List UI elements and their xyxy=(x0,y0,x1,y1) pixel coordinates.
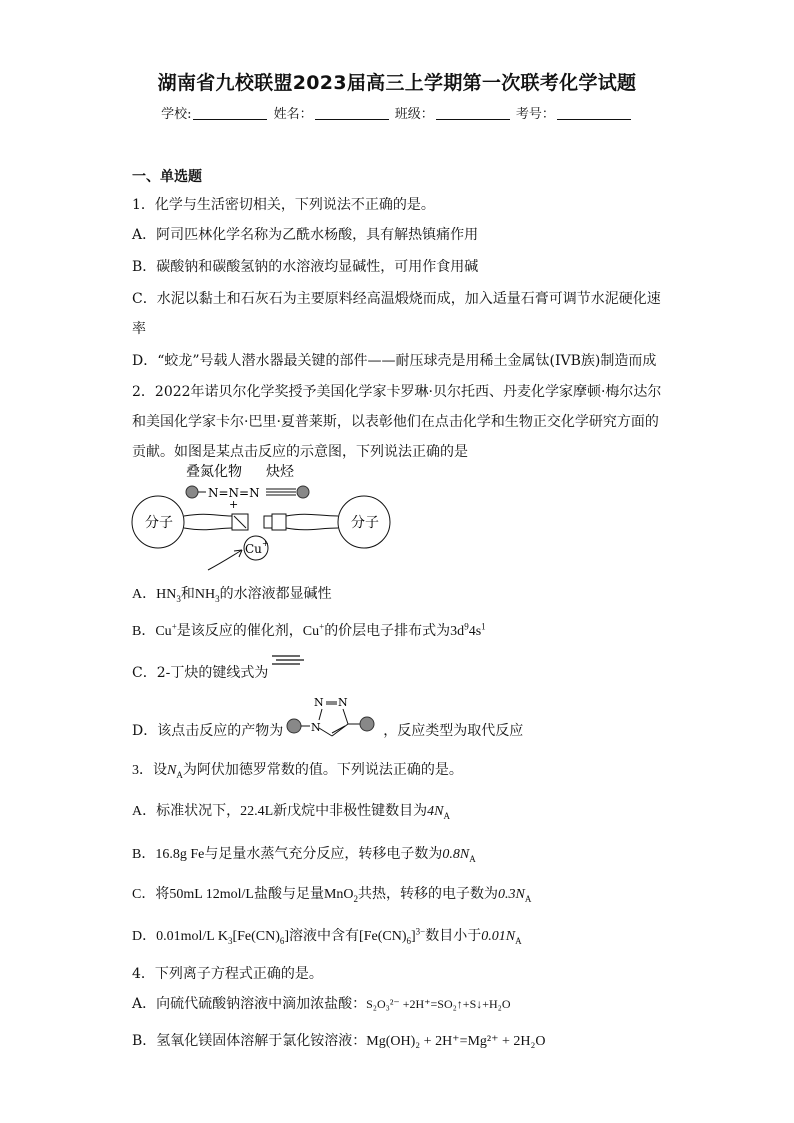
cu-label: Cu xyxy=(245,542,262,556)
q3-a-text: A．标准状况下，22.4L新戊烷中非极性键数目为 xyxy=(132,804,428,819)
alkyne-label: 炔烃 xyxy=(266,464,294,480)
q1-stem: 1．化学与生活密切相关，下列说法不正确的是。 xyxy=(132,197,435,213)
q2-b-sup4: 1 xyxy=(481,621,486,632)
q4-stem: 4．下列离子方程式正确的是。 xyxy=(132,966,323,982)
q2-b-mid3: 4s xyxy=(468,624,482,639)
azide-group-ball xyxy=(186,486,198,498)
q1-option-c: C．水泥以黏土和石灰石为主要原料经高温煅烧而成，加入适量石膏可调节水泥硬化速 xyxy=(132,291,661,307)
molecule-right-label: 分子 xyxy=(351,515,379,531)
q3-option-b xyxy=(132,843,476,864)
q2-a-post: 的水溶液都显碱性 xyxy=(219,587,332,602)
q2-option-c: C．2-丁炔的键线式为 xyxy=(132,665,269,681)
cu-charge: + xyxy=(262,539,269,548)
q2-stem-line3: 贡献。如图是某点击反应的示意图，下列说法正确的是 xyxy=(132,444,468,460)
q4-b-equation: Mg(OH)₂ + 2H⁺=Mg²⁺ + 2H₂O xyxy=(366,1034,546,1049)
class-blank xyxy=(436,106,510,120)
q2-b-sup2: + xyxy=(319,621,325,632)
q3-option-c xyxy=(132,883,531,904)
q3-c-sub: 2 xyxy=(353,893,359,904)
triazole-product-structure xyxy=(286,690,382,744)
q3-b-text: B．16.8g Fe与足量水蒸气充分反应，转移电子数为 xyxy=(132,847,443,862)
ring-bond-3 xyxy=(343,709,348,724)
q3-c-sub2: A xyxy=(524,893,532,904)
q1-option-c-cont: 率 xyxy=(132,321,146,337)
alkyne-group-ball xyxy=(297,486,309,498)
butyne-skeletal-formula xyxy=(270,653,306,667)
q3-d-sub2: 6 xyxy=(279,935,285,946)
q2-d-post: ，反应类型为取代反应 xyxy=(383,723,524,739)
q2-b-sup3: 9 xyxy=(464,621,469,632)
catalyst-arrow xyxy=(208,550,242,570)
azide-plus: + xyxy=(229,498,239,511)
q3-c-value: 0.3N xyxy=(498,887,525,902)
class-label: 班级： xyxy=(394,107,434,122)
q3-d-bracket2: ] xyxy=(410,929,416,944)
molecule-left-label: 分子 xyxy=(145,515,173,531)
q2-option-a xyxy=(132,583,332,604)
q3-d-sub4: A xyxy=(515,935,522,946)
q3-a-value: 4N xyxy=(427,804,444,819)
q2-stem-line1: 2．2022年诺贝尔化学奖授予美国化学家卡罗琳·贝尔托西、丹麦化学家摩顿·梅尔达尔 xyxy=(132,384,662,400)
exam-number-label: 考号： xyxy=(515,107,555,122)
q3-a-sub: A xyxy=(443,810,451,821)
exam-number-blank xyxy=(557,106,631,120)
q3-c-mno: MnO xyxy=(323,887,354,902)
azide-label: 叠氮化物 xyxy=(186,464,242,480)
q2-a-sub2: 3 xyxy=(215,593,220,604)
q3-stem-post: 为阿伏加德罗常数的值。下列说法正确的是。 xyxy=(182,763,463,778)
q3-c-mid: 共热，转移的电子数为 xyxy=(358,887,499,902)
school-blank xyxy=(193,106,267,120)
q2-a-sub1: 3 xyxy=(176,593,181,604)
q1-option-d: D．“蛟龙”号载人潜水器最关键的部件——耐压球壳是用稀土金属钛(IVB族)制造而成 xyxy=(132,353,657,369)
q3-d-complex2: [Fe(CN) xyxy=(359,929,407,944)
q4-a-text: A．向硫代硫酸钠溶液中滴加浓盐酸： xyxy=(132,996,367,1012)
click-reaction-diagram xyxy=(128,462,408,576)
q3-d-mid: 溶液中含有 xyxy=(289,929,360,944)
q2-b-sup1: + xyxy=(171,621,177,632)
q3-d-charge: 3− xyxy=(415,926,426,937)
q3-d-bracket1: ] xyxy=(284,929,290,944)
q3-d-sub3: 6 xyxy=(406,935,411,946)
name-label: 姓名： xyxy=(273,107,313,122)
section-heading: 一、单选题 xyxy=(132,169,202,185)
name-blank xyxy=(315,106,389,120)
q2-a-text: A．HN xyxy=(132,587,177,602)
q4-b-text: B．氢氧化镁固体溶解于氯化铵溶液： xyxy=(132,1033,367,1049)
q3-d-sub1: 3 xyxy=(227,935,233,946)
q3-d-conc: 0.01mol/L K xyxy=(156,929,228,944)
ring-bond-4b xyxy=(332,726,345,733)
q3-d-complex1: [Fe(CN) xyxy=(232,929,280,944)
q4-a-equation: S₂O₃²⁻ +2H⁺=SO₂↑+S↓+H₂O xyxy=(366,997,511,1011)
q3-b-value: 0.8N xyxy=(442,847,470,862)
q2-stem-line2: 和美国化学家卡尔·巴里·夏普莱斯，以表彰他们在点击化学和生物正交化学研究方面的 xyxy=(132,414,659,430)
page-title: 湖南省九校联盟2023届高三上学期第一次联考化学试题 xyxy=(157,72,637,94)
q1-option-b: B．碳酸钠和碳酸氢钠的水溶液均显碱性，可用作食用碱 xyxy=(132,259,479,275)
q2-option-b xyxy=(132,620,486,640)
ring-bond-1 xyxy=(319,709,322,720)
q3-b-sub: A xyxy=(469,853,476,864)
q3-stem xyxy=(132,759,463,780)
q3-c-text: C．将50mL 12mol/L盐酸与足量 xyxy=(132,887,324,902)
q1-option-a: A．阿司匹林化学名称为乙酰水杨酸，具有解热镇痛作用 xyxy=(132,227,479,243)
q2-b-mid: 是该反应的催化剂，Cu xyxy=(176,624,320,639)
q3-option-d xyxy=(132,925,522,946)
product-n1: N xyxy=(311,721,321,734)
product-ball-right xyxy=(360,717,374,731)
q3-stem-pre: 3．设 xyxy=(132,763,167,778)
q3-d-label: D． xyxy=(132,929,157,944)
q2-b-mid2: 的价层电子排布式为3d xyxy=(324,624,465,639)
product-n2: N xyxy=(314,696,324,709)
alkyne-connector xyxy=(272,514,286,530)
ring-bond-5 xyxy=(319,728,332,736)
product-n3: N xyxy=(338,696,348,709)
q3-d-value: 0.01N xyxy=(481,929,516,944)
student-info-fields xyxy=(0,103,794,122)
q3-d-mid2: 数目小于 xyxy=(425,929,482,944)
q2-a-mid: 和NH xyxy=(180,587,216,602)
q4-option-a xyxy=(132,993,511,1013)
school-label: 学校: xyxy=(161,107,192,122)
q4-option-b xyxy=(132,1030,546,1050)
q3-option-a xyxy=(132,800,450,821)
q3-stem-na: N xyxy=(167,763,177,778)
left-linker xyxy=(184,514,232,530)
alkyne-connector-left xyxy=(264,516,272,528)
ring-bond-4 xyxy=(332,724,348,736)
right-linker xyxy=(286,514,338,530)
product-ball-left xyxy=(287,719,301,733)
azide-formula: N=N=N xyxy=(208,486,260,500)
q2-d-text: D．该点击反应的产物为 xyxy=(132,723,284,739)
q2-b-text: B．Cu xyxy=(132,624,172,639)
q3-stem-sub: A xyxy=(176,769,183,780)
